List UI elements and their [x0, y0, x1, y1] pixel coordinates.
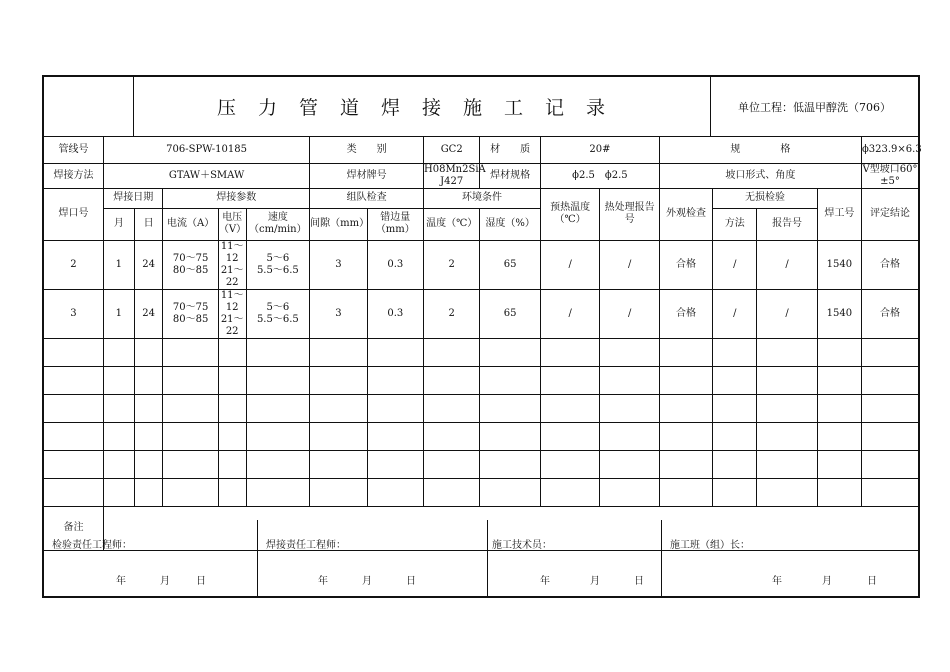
signature-label: 施工班（组）长： — [670, 540, 750, 551]
date-day: 日 — [406, 576, 416, 587]
cell-month: 1 — [103, 240, 134, 289]
col-voltage: 电压（V） — [218, 208, 246, 240]
date-day: 日 — [196, 576, 206, 587]
col-misalign: 错边量（mm） — [367, 208, 423, 240]
voltage-pass-2: 21～22 — [220, 264, 244, 288]
date-month: 月 — [160, 576, 170, 587]
cell-conclusion: 合格 — [861, 289, 918, 338]
cell-conclusion: 合格 — [861, 240, 918, 289]
cell-heat-treat: / — [600, 289, 660, 338]
form-title: 压力管道焊接施工记录 — [134, 77, 711, 136]
cell-current — [163, 289, 218, 338]
rod-spec-label: 焊材规格 — [480, 163, 541, 188]
remarks-label: 备注 — [44, 506, 103, 550]
col-temp: 温度（℃） — [424, 208, 480, 240]
unit-project: 单位工程：低温甲醇洗（706） — [738, 100, 891, 114]
col-heat-treat: 热处理报告号 — [600, 188, 660, 240]
col-visual: 外观检查 — [659, 188, 712, 240]
form-header — [44, 77, 918, 137]
cell-ndt-report: / — [757, 289, 818, 338]
bevel: V型坡口60° ±5° — [862, 163, 928, 187]
signature-row — [44, 520, 918, 598]
col-ndt-report: 报告号 — [757, 208, 818, 240]
category: GC2 — [424, 137, 480, 163]
cell-weld-no: 2 — [44, 240, 103, 289]
method-label: 焊接方法 — [44, 163, 103, 188]
cell-gap: 3 — [310, 240, 367, 289]
cell-speed — [246, 240, 310, 289]
current-pass-2: 80～85 — [172, 313, 209, 325]
voltage-pass-1: 11～12 — [220, 289, 244, 313]
col-humidity: 湿度（%） — [480, 208, 541, 240]
current-pass-1: 70～75 — [172, 301, 209, 313]
cell-temp: 2 — [424, 240, 480, 289]
signature-label: 检验责任工程师： — [52, 540, 132, 551]
signature-label: 施工技术员： — [492, 540, 552, 551]
signature-technician[interactable] — [488, 520, 662, 598]
cell-weld-no: 3 — [44, 289, 103, 338]
cell-voltage — [218, 240, 246, 289]
voltage-pass-1: 11～12 — [220, 240, 244, 264]
col-speed: 速度（cm/min） — [246, 208, 310, 240]
speed-pass-1: 5～6 — [266, 301, 290, 313]
speed-pass-2: 5.5～6.5 — [256, 313, 299, 325]
signature-inspection-engineer[interactable] — [44, 520, 258, 598]
date-month: 月 — [822, 576, 832, 587]
cell-ndt-report: / — [757, 240, 818, 289]
brand: H08Mn2SiA J427 — [424, 163, 496, 187]
date-year: 年 — [772, 576, 782, 587]
brand-label: 焊材牌号 — [310, 163, 424, 188]
date-day: 日 — [634, 576, 644, 587]
cell-voltage — [218, 289, 246, 338]
date-month: 月 — [362, 576, 372, 587]
cell-month: 1 — [103, 289, 134, 338]
spec-label: 规 格 — [659, 137, 861, 163]
header-row-2 — [44, 208, 918, 240]
spec: ϕ323.9×6.3 — [861, 137, 918, 163]
method: GTAW＋SMAW — [103, 163, 309, 188]
cell-current — [163, 240, 218, 289]
rod-spec: ϕ2.5 ϕ2.5 — [540, 163, 659, 188]
empty-row — [44, 422, 918, 450]
date-year: 年 — [540, 576, 550, 587]
signature-label: 焊接责任工程师： — [266, 540, 346, 551]
material: 20# — [540, 137, 659, 163]
col-preheat: 预热温度（℃） — [540, 188, 599, 240]
signature-welding-engineer[interactable] — [258, 520, 488, 598]
col-params: 焊接参数 — [163, 188, 310, 208]
date-year: 年 — [116, 576, 126, 587]
info-row-2 — [44, 163, 918, 188]
info-row-1 — [44, 137, 918, 163]
col-gap: 间隙（mm） — [310, 208, 367, 240]
col-ndt-method: 方法 — [713, 208, 757, 240]
col-conclusion: 评定结论 — [861, 188, 918, 240]
empty-row — [44, 338, 918, 366]
col-month: 月 — [103, 208, 134, 240]
empty-row — [44, 478, 918, 506]
welding-record-form — [42, 75, 928, 598]
empty-row — [44, 366, 918, 394]
cell-humidity: 65 — [480, 240, 541, 289]
date-month: 月 — [590, 576, 600, 587]
cell-visual: 合格 — [659, 240, 712, 289]
table-row — [44, 240, 918, 289]
pipeline-no: 706-SPW-10185 — [103, 137, 309, 163]
logo-area — [44, 77, 134, 136]
cell-visual: 合格 — [659, 289, 712, 338]
col-welder: 焊工号 — [817, 188, 861, 240]
current-pass-1: 70～75 — [172, 252, 209, 264]
col-day: 日 — [134, 208, 163, 240]
empty-row — [44, 450, 918, 478]
header-row-1 — [44, 188, 918, 208]
cell-humidity: 65 — [480, 289, 541, 338]
material-label: 材 质 — [480, 137, 541, 163]
cell-welder: 1540 — [817, 240, 861, 289]
speed-pass-2: 5.5～6.5 — [256, 264, 299, 276]
cell-gap: 3 — [310, 289, 367, 338]
col-env: 环境条件 — [424, 188, 541, 208]
col-ndt: 无损检验 — [713, 188, 818, 208]
cell-preheat: / — [540, 289, 599, 338]
signature-team-leader[interactable] — [662, 520, 918, 598]
cell-welder: 1540 — [817, 289, 861, 338]
cell-speed — [246, 289, 310, 338]
bevel-label: 坡口形式、角度 — [659, 163, 861, 188]
cell-heat-treat: / — [600, 240, 660, 289]
cell-misalign: 0.3 — [367, 240, 423, 289]
cell-ndt-method: / — [713, 240, 757, 289]
cell-preheat: / — [540, 240, 599, 289]
voltage-pass-2: 21～22 — [220, 313, 244, 337]
cell-misalign: 0.3 — [367, 289, 423, 338]
cell-day: 24 — [134, 289, 163, 338]
table-row — [44, 289, 918, 338]
empty-row — [44, 394, 918, 422]
col-current: 电流（A） — [163, 208, 218, 240]
col-fitup: 组队检查 — [310, 188, 424, 208]
speed-pass-1: 5～6 — [266, 252, 290, 264]
category-label: 类 别 — [310, 137, 424, 163]
cell-ndt-method: / — [713, 289, 757, 338]
record-table — [44, 137, 928, 551]
date-year: 年 — [318, 576, 328, 587]
date-day: 日 — [867, 576, 877, 587]
col-weld-no: 焊口号 — [44, 188, 103, 240]
pipeline-no-label: 管线号 — [44, 137, 103, 163]
cell-temp: 2 — [424, 289, 480, 338]
col-weld-date: 焊接日期 — [103, 188, 162, 208]
cell-day: 24 — [134, 240, 163, 289]
current-pass-2: 80～85 — [172, 264, 209, 276]
